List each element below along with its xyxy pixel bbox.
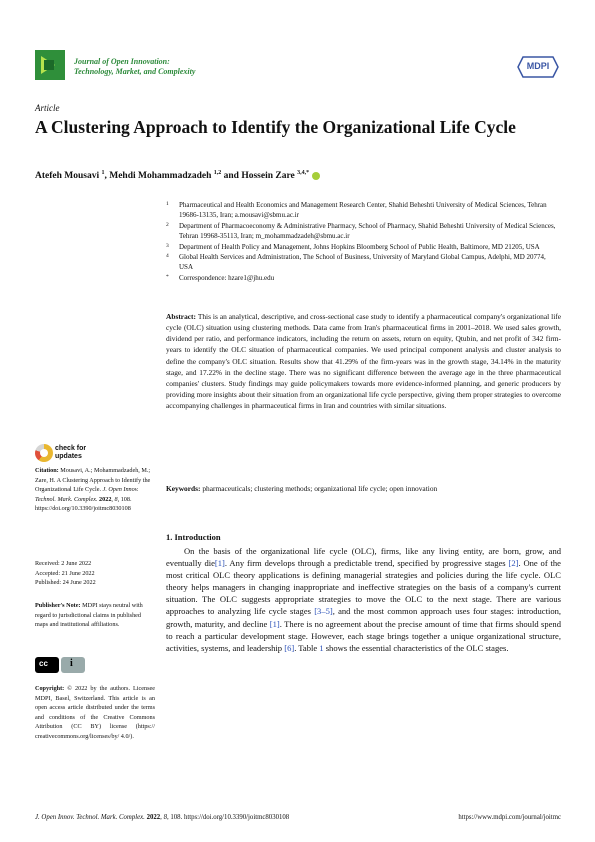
affiliation-item <box>166 200 561 221</box>
keywords <box>166 483 561 494</box>
citation-year: 2022 <box>99 495 112 503</box>
author-affiliation-mark: 1,2 <box>213 170 222 176</box>
orcid-icon[interactable] <box>312 172 320 180</box>
author-name: Atefeh Mousavi <box>35 171 100 182</box>
citation-doi[interactable]: 108. https://doi.org/10.3390/joitmc8030108 <box>35 495 132 512</box>
reference-link[interactable]: [3–5] <box>314 606 333 617</box>
author-affiliation-mark: 3,4,* <box>297 170 310 176</box>
reference-link[interactable]: [6] <box>284 642 295 653</box>
footer-doi[interactable]: , 108. https://doi.org/10.3390/joitmc8030108 <box>166 814 290 821</box>
body-text: . Table <box>294 642 320 653</box>
check-updates-line1: check for <box>55 445 87 452</box>
citation-journal: J. Open Innov. Technol. Mark. Complex. <box>35 486 139 503</box>
keywords-label: Keywords: <box>166 484 201 493</box>
body-text: . Any firm develops through a predictable trend, specified by progressive stages <box>224 558 509 569</box>
footer-citation: J. Open Innov. Technol. Mark. Complex. 2022, 8, 108. https://doi.org/10.3390/joitmc8030108 <box>35 814 290 821</box>
journal-name-line1: Journal of Open Innovation: <box>74 57 170 66</box>
citation-label: Citation: <box>35 467 59 474</box>
correspondence-text: Correspondence: hzare1@jhu.edu <box>179 273 275 282</box>
by-icon <box>61 657 85 673</box>
publisher-note <box>35 601 155 630</box>
check-updates-line2: updates <box>55 453 82 460</box>
affiliation-item <box>166 242 561 252</box>
affiliation-text: Department of Pharmacoeconomy & Administrative Pharmacy, School of Pharmacy, Shahid Beheshti University of Medical Sciences, Tehran 19968-35113, Iran; m_mohammadzadeh@sbmu.ac.ir <box>179 221 556 241</box>
affiliation-number: 3 <box>166 242 169 249</box>
copyright-text: © 2022 by the authors. Licensee MDPI, Basel, Switzerland. This article is an open access article distributed under the terms and conditions of the Creative Commons Attribution (CC BY) license (https:// creativecommons.org/licenses/by/ 4.0/). <box>35 685 156 740</box>
body-text: . There is no agreement about the precise amount of time that firms should spend to reach a particular development stage. However, each stage brings together a unique organizational structure, activities, systems, and leadership <box>166 618 561 653</box>
footer-journal-url[interactable]: https://www.mdpi.com/journal/joitmc <box>458 814 561 821</box>
affiliation-item <box>166 221 561 242</box>
affiliation-number: 4 <box>166 253 169 260</box>
affiliation-text: Pharmaceutical and Health Economics and Management Research Center, Shahid Beheshti University of Medical Sciences, Tehran 19686-13135, Iran; a.mousavi@sbmu.ac.ir <box>179 201 547 220</box>
author-conjunction: and <box>223 171 239 182</box>
publisher-note-text: MDPI stays neutral with regard to jurisdictional claims in published maps and institutional affiliations. <box>35 602 143 628</box>
journal-name-line2: Technology, Market, and Complexity <box>74 67 196 76</box>
cc-icon <box>35 657 59 673</box>
article-title: A Clustering Approach to Identify the Organizational Life Cycle <box>35 117 516 137</box>
author-name: Hossein Zare <box>241 171 295 182</box>
footer-year: 2022 <box>146 814 161 821</box>
citation-block: Citation: Mousavi, A.; Mohammadzadeh, M.; Zare, H. A Clustering Approach to Identify the Organizational Life Cycle. J. Open Innov. Technol. Mark. Complex. 2022, 8, 108. https://doi.org/10.3390/joitmc8030108 <box>35 467 151 512</box>
cc-by-license-badge[interactable] <box>35 657 85 675</box>
journal-logo <box>35 50 65 80</box>
citation-volume: 8 <box>114 495 118 503</box>
abstract <box>166 311 561 411</box>
check-updates-icon <box>35 444 53 462</box>
author-list: Atefeh Mousavi $^1$, Mehdi Mohammadzadeh $^{1,2}$ and Hossein Zare $^{3,4,*}$ <box>35 170 320 181</box>
journal-name <box>74 57 195 77</box>
reference-link[interactable]: [1] <box>214 558 225 569</box>
article-type: Article <box>35 103 60 113</box>
abstract-label: Abstract: <box>166 312 196 321</box>
reference-link[interactable]: [1] <box>269 618 280 629</box>
copyright-block <box>35 684 155 741</box>
accepted-date: Accepted: 21 June 2022 <box>35 569 95 577</box>
footer-volume: 8 <box>163 814 167 821</box>
affiliation-number: 1 <box>166 201 169 207</box>
body-text: , and the most common approach uses four stages: introduction, growth, maturity, and decline <box>166 606 562 629</box>
table-link[interactable]: 1 <box>319 642 324 653</box>
logo-square-icon <box>44 60 54 70</box>
author-affiliation-mark: 1 <box>101 170 105 176</box>
check-updates-text <box>55 445 86 461</box>
body-text: On the basis of the organizational life cycle (OLC), firms, like any living entity, are born, grow, and eventually die <box>166 546 561 569</box>
introduction-paragraph <box>166 545 561 654</box>
received-date: Received: 2 June 2022 <box>35 560 92 567</box>
published-date: Published: 24 June 2022 <box>35 579 96 586</box>
affiliations <box>166 200 561 283</box>
affiliation-text: Global Health Services and Administration, The School of Business, University of Maryland Global Campus, Adelphi, MD 20774, USA <box>179 253 546 272</box>
publisher-note-label: Publisher's Note: <box>35 602 81 609</box>
reference-link[interactable]: [2] <box>508 558 519 569</box>
section-heading: 1. Introduction <box>166 532 221 542</box>
mdpi-logo <box>517 56 559 78</box>
affiliation-item <box>166 273 561 283</box>
affiliation-number: * <box>166 273 169 280</box>
citation-text: Mousavi, A.; Mohammadzadeh, M.; Zare, H. A Clustering Approach to Identify the Organizational Life Cycle. <box>35 467 151 493</box>
affiliation-number: 2 <box>166 221 169 228</box>
dates-block <box>35 559 155 588</box>
affiliation-item <box>166 252 561 273</box>
abstract-text: This is an analytical, descriptive, and cross-sectional case study to identify a pharmaceutical company's organizational life cycle (OLC) situation using clustering methods. Data came from Iran's pharmaceutical firms in 2001–2018. We used sales growth, dividend per ratio, and performance indicators, including the return on assets, return on equity, Qtubin, and net profit of 342 firm-years to identify the OLC situation of pharmaceutical companies. We used principal component analysis and cluster analysis to define the company's OLC situation. Results show that 41.29% of the firm-years was in the growth stage, 34.14% in the maturity stage, and 17.22% in the decline stage. There was no significant difference between the average age in the three pharmaceutical companies' clusters. Study findings may guide policymakers towards more evidence-informed planning, and generic producers by providing more insights about their situation from an organizational life cycle perspective, giving them proper strategies to overcome accompanying challenges in pharmaceutical firms in Iran and countries with similar situations. <box>166 312 561 411</box>
mdpi-logo-text: MDPI <box>526 61 550 71</box>
body-text: shows the essential characteristics of the OLC stages. <box>323 642 509 653</box>
check-for-updates-badge[interactable] <box>35 442 105 466</box>
keywords-text: pharmaceuticals; clustering methods; organizational life cycle; open innovation <box>202 484 438 493</box>
body-text: . One of the most critical OLC theory applications is defining managerial strategies and policies during the life cycle. OLC theory helps managers in changing inappropriate and ineffective strategies on the basis of a company's current situation. The OLC suggests appropriate strategies to move the OLC to the next stage. There are various approaches to analyzing life cycle stages <box>166 558 561 617</box>
affiliation-text: Department of Health Policy and Management, Johns Hopkins Bloomberg School of Public Health, Baltimore, MD 21205, USA <box>179 242 540 251</box>
copyright-label: Copyright: <box>35 685 65 692</box>
footer-journal: J. Open Innov. Technol. Mark. Complex. <box>35 814 145 821</box>
author-name: Mehdi Mohammadzadeh <box>109 171 212 182</box>
